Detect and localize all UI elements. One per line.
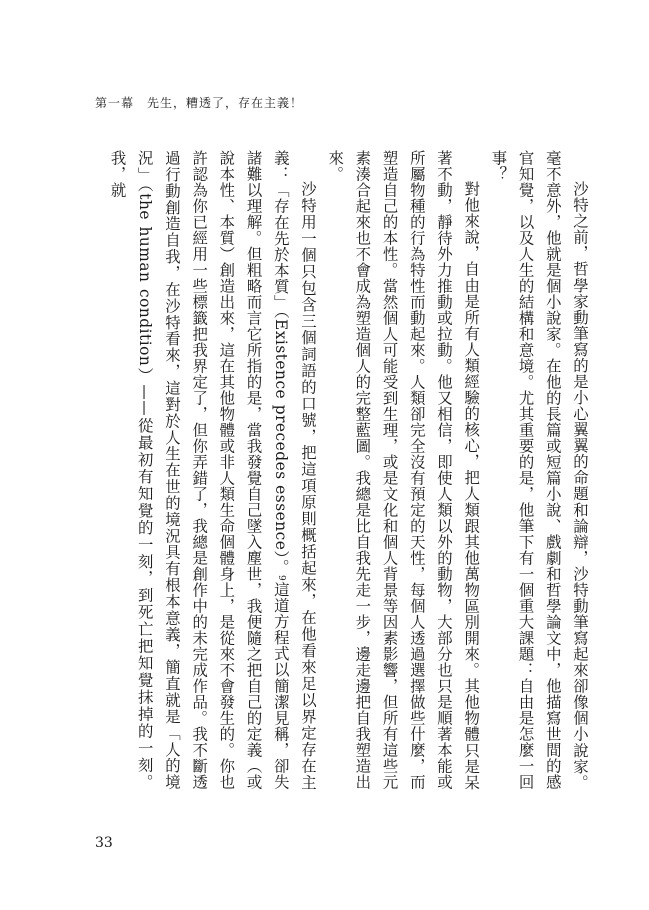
paragraph-1: 沙特之前，哲學家動筆寫的是小心翼翼的命題和論辯，沙特動筆寫起來卻像個小說家。毫不意外，他就是個小說家。在他的長篇或短篇小說、戲劇和哲學論文中，他描寫世間的感官知覺，以及人生的結構和意境。尤其重要的是，他筆下有一個重大課題：自由是怎麼一回事？ bbox=[489, 150, 589, 790]
paragraph-3-part-2: 這道方程式以簡潔見稱，卻失諸難以理解。但粗略而言它所指的是，當我發覺自己墜入塵世，我便隨之把自己的定義（或說本性、本質）創造出來，這在其他物體或非人類生命個體身上，是從來不會發生的。你也許認為你已經用一些標籤把我界定了，但你弄錯了，我總是創作中的未完成作品。我不斷透過行動創造自我，在沙特看來，這對於人生在世的境況具有根本意義，簡直就是「人的境況」（the human condition）——從最初有知覺的一刻，到死亡把知覺抹掉的一刻。我，就 bbox=[108, 150, 290, 791]
page-number: 33 bbox=[95, 835, 113, 851]
paragraph-2: 對他來說，自由是所有人類經驗的核心，把人類跟其他萬物區別開來。其他物體只是呆著不動，靜待外力推動或拉動。他又相信，即使人類以外的動物，大部分也只是順著本能或所屬物種的行為特性而動起來。人類卻完全沒有預定的天性，每個人透過選擇做些什麼，而塑造自己的本性。當然個人可能受到生理，或是文化和個人背景等因素影響，但所有這些元素湊合起來也不會成為塑造個人的完整藍圖。我總是比自我先走一步，邊走邊把自我塑造出來。 bbox=[326, 150, 481, 790]
paragraph-3 bbox=[103, 150, 321, 790]
paragraph-3-part-1: 沙特用一個只包含三個詞語的口號，把這項原則概括起來，在他看來足以界定存在主義：「存在先於本質」（Existence precedes essence）。 bbox=[271, 150, 317, 790]
running-header: 第一幕 先生，糟透了，存在主義！ bbox=[95, 96, 304, 110]
body-text bbox=[103, 150, 593, 790]
footnote-marker: 9 bbox=[275, 574, 286, 582]
